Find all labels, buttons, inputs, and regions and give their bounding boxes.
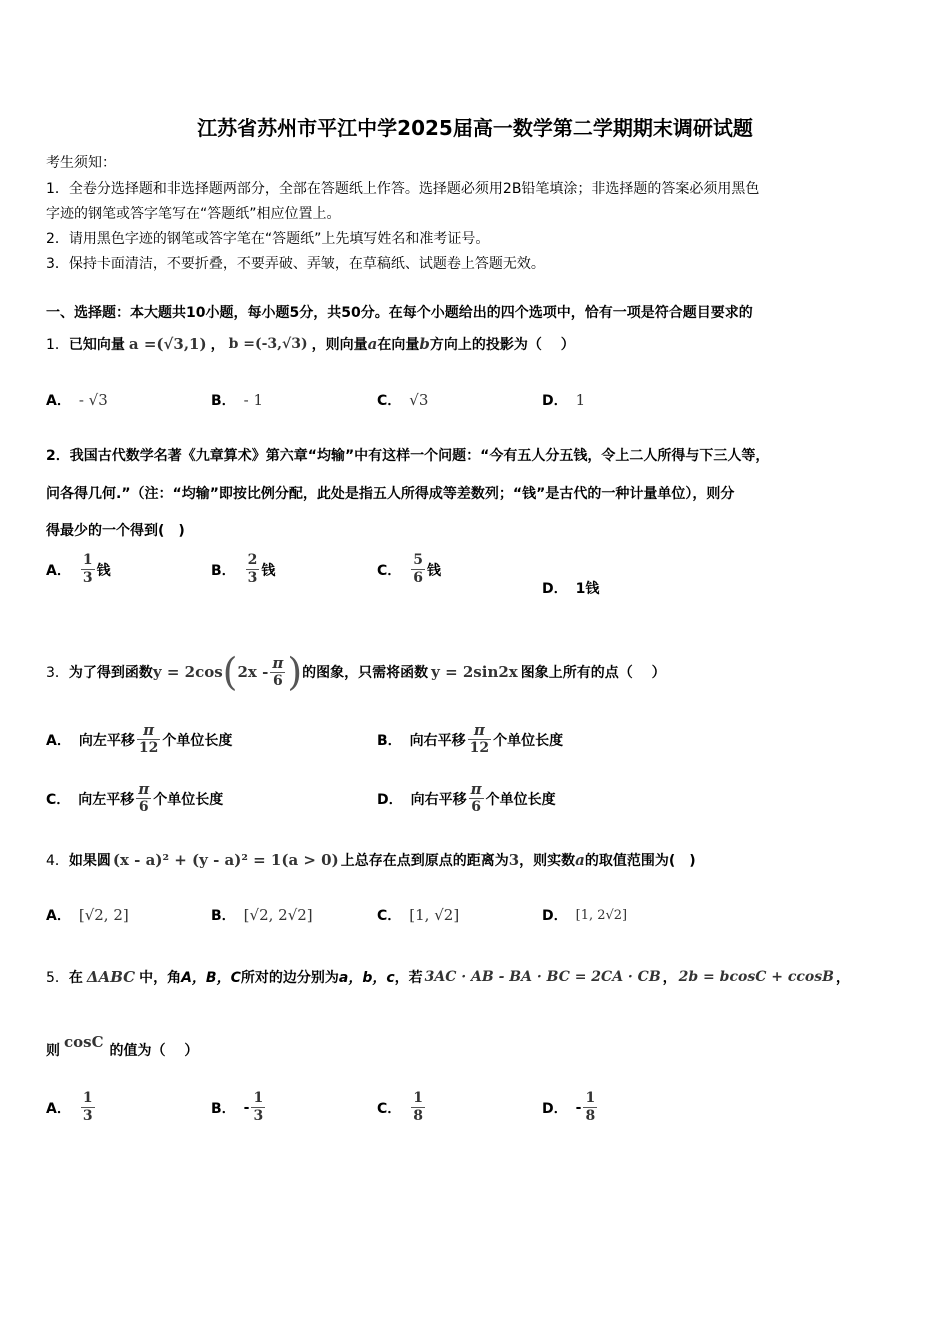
formula-part: 2x - [237,663,269,681]
side-equation: 2b = bcosC + ccosB [678,969,834,985]
option-text: 个单位长度 [162,732,233,749]
fraction [469,781,484,816]
notice-line: 3．保持卡面清洁，不要折叠，不要弄破、弄皱，在草稿纸、试题卷上答题无效。 [46,256,545,272]
question-5-line2 [46,1035,198,1065]
question-number: 1． [46,337,69,353]
question-2-line: 2．我国古代数学名著《九章算术》第六章“均输”中有这样一个问题：“今有五人分五钱，令上二人所得与下三人等， [46,448,770,464]
denominator: 12 [138,740,159,756]
formula-part: y = 2cos [152,663,223,681]
question-number: 3． [46,665,69,681]
numerator: π [470,780,482,798]
option-c[interactable] [377,905,459,925]
option-value: [1, √2] [409,906,460,924]
numerator: 2 [247,552,258,568]
question-text: ， [662,970,677,986]
option-b[interactable] [211,552,275,587]
question-text: 的值为（ ） [109,1043,199,1059]
math-symbol: a [575,851,585,869]
notice-line: 2．请用黑色字迹的钢笔或答字笔在“答题纸”上先填写姓名和准考证号。 [46,231,490,247]
numerator: 5 [413,552,424,568]
fraction [583,1090,597,1125]
numerator: 1 [253,1090,264,1106]
option-d[interactable] [542,1090,599,1125]
option-text: 向右平移 [409,732,466,749]
question-text: 的取值范围为( ) [584,853,696,869]
denominator: 8 [413,1108,424,1124]
numerator: π [272,653,284,672]
fraction [81,552,95,587]
option-d[interactable] [377,781,556,816]
option-label: A． [46,908,71,924]
denominator: 3 [82,1108,93,1124]
question-text: ，则向量 [311,337,368,353]
denominator: 3 [247,570,258,586]
question-text: 所对的边分别为 [240,970,339,986]
option-label: D． [542,393,568,409]
numerator: 1 [585,1090,596,1106]
math-symbol: b [419,335,430,353]
math-symbol: a [367,335,378,353]
page-title: 江苏省苏州市平江中学2025届高一数学第二学期期末调研试题 [197,116,753,140]
fraction [468,722,491,757]
question-number: 5． [46,970,69,986]
option-value: 1 [575,391,586,409]
option-b[interactable] [211,905,313,925]
denominator: 8 [585,1108,596,1124]
question-text: 在向量 [377,337,420,353]
numerator: π [138,780,150,798]
vector-equation: 3AC · AB - BA · BC = 2CA · CB [424,969,661,985]
unit: 钱 [96,562,111,579]
option-label: A． [46,732,71,749]
triangle-symbol: ΔABC [86,968,136,986]
fraction [136,781,151,816]
question-text: 上总存在点到原点的距离为 [340,853,509,869]
circle-equation: (x - a)² + (y - a)² = 1(a > 0) [112,851,339,869]
denominator: 6 [272,672,283,689]
option-text: 个单位长度 [493,732,564,749]
option-label: A． [46,1100,71,1117]
question-3 [46,636,666,708]
option-d[interactable] [542,578,599,598]
option-label: D． [542,581,568,597]
denominator: 6 [471,799,481,815]
option-label: D． [542,1100,568,1117]
question-text: A，B，C [181,970,241,986]
question-number: 4． [46,853,69,869]
question-text: ，若 [394,970,423,986]
question-text: ， [210,337,225,353]
question-5 [46,962,850,992]
question-text: 如果圆 [68,853,111,869]
fraction [246,552,260,587]
math-value: 3 [508,851,520,869]
formula-source: y = 2sin2x [431,663,518,681]
question-text: 的图象，只需将函数 [302,665,429,681]
fraction [411,1090,425,1125]
option-a[interactable] [46,552,111,587]
unit: 钱 [261,562,276,579]
option-label: A． [46,562,71,579]
fraction [411,552,425,587]
option-label: C． [377,1100,402,1117]
notice-line: 字迹的钢笔或答字笔写在“答题纸”相应位置上。 [46,206,341,222]
unit: 钱 [427,562,442,579]
option-b[interactable] [377,722,563,757]
paren-open: ( [222,650,238,694]
option-label: D． [542,908,568,924]
option-value: [√2, 2] [78,906,129,924]
option-text: 个单位长度 [153,791,224,808]
option-value: [√2, 2√2] [243,906,313,924]
option-label: C． [377,393,402,409]
option-b[interactable] [211,1090,267,1125]
option-value: √3 [409,391,429,409]
option-value: 1钱 [575,581,600,597]
math-expression: cosC [64,1033,104,1051]
question-text: 已知向量 [68,337,125,353]
option-c[interactable] [377,390,428,410]
option-c[interactable] [377,1090,427,1125]
question-2-line: 问各得几何.”（注：“均输”即按比例分配，此处是指五人所得成等差数列；“钱”是古代的一种计量单位），则分 [46,486,735,502]
question-2-line: 得最少的一个得到( ) [46,523,185,539]
question-text: 图象上所有的点（ ） [520,665,666,681]
option-text: 向左平移 [78,791,135,808]
numerator: 1 [82,1090,93,1106]
notice-heading: 考生须知： [46,155,116,171]
question-text: 方向上的投影为（ ） [429,337,575,353]
question-text: a，b，c [338,970,395,986]
question-text: 为了得到函数 [68,665,153,681]
sign: - [243,1099,250,1116]
question-4 [46,845,696,875]
option-text: 向左平移 [78,732,135,749]
option-label: C． [46,791,71,808]
option-label: A． [46,393,71,409]
option-d[interactable] [542,905,627,925]
denominator: 3 [82,570,93,586]
question-text: ，则实数 [519,853,576,869]
fraction [137,722,160,757]
vector-b-formula: b =(-3,√3) [228,336,308,352]
numerator: π [468,722,491,740]
option-label: C． [377,562,402,579]
section-heading: 一、选择题：本大题共10小题，每小题5分，共50分。在每个小题给出的四个选项中，恰有一项是符合题目要求的 [46,305,753,321]
numerator: π [137,722,160,740]
numerator: 1 [413,1090,424,1106]
denominator: 3 [253,1108,264,1124]
question-1 [46,330,575,358]
question-text: 则 [46,1043,60,1059]
notice-line: 1．全卷分选择题和非选择题两部分，全部在答题纸上作答。选择题必须用2B铅笔填涂；非选择题的答案必须用黑色 [46,181,760,197]
option-label: B． [211,562,236,579]
option-a[interactable] [46,390,108,410]
question-text: ， [835,970,850,986]
option-value: [1, 2√2] [575,907,628,923]
denominator: 6 [138,799,149,815]
fraction [81,1090,95,1125]
vector-a-formula: a =(√3,1) [128,335,207,353]
option-text: 个单位长度 [485,791,556,808]
option-label: B． [211,393,236,409]
option-label: B． [377,732,402,749]
paren-close: ) [287,650,303,694]
option-label: C． [377,908,402,924]
sign: - [575,1099,582,1116]
question-text: 中，角 [139,970,182,986]
denominator: 6 [413,570,424,586]
option-value: - √3 [78,391,108,409]
option-a[interactable] [46,1090,97,1125]
option-text: 向右平移 [410,791,467,808]
option-label: D． [377,791,403,808]
option-a[interactable] [46,722,232,757]
formula-target [152,650,303,694]
option-label: B． [211,1100,236,1117]
option-d[interactable] [542,390,585,410]
numerator: 1 [82,552,93,568]
option-value: - 1 [243,391,264,409]
fraction [251,1090,265,1125]
option-c[interactable] [46,781,223,816]
option-b[interactable] [211,390,263,410]
denominator: 12 [469,740,490,756]
option-a[interactable] [46,905,129,925]
option-label: B． [211,908,236,924]
question-text: 在 [68,970,83,986]
option-c[interactable] [377,552,441,587]
fraction [270,655,285,690]
